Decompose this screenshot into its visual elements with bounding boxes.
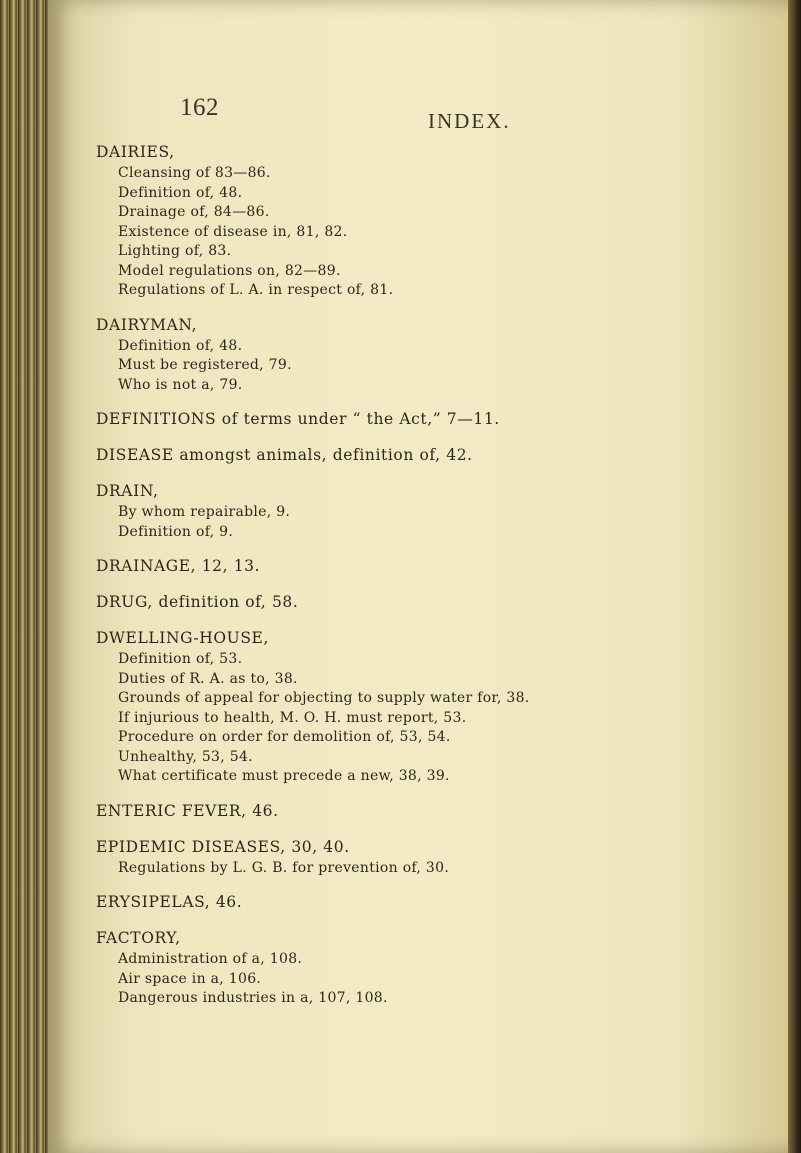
entry-subentry: Lighting of, 83. [118, 243, 232, 259]
index-entry [96, 443, 786, 467]
index-entry [96, 799, 786, 823]
entry-subentry: By whom repairable, 9. [118, 504, 291, 520]
entry-heading: DISEASE amongst animals, definition of, 42. [96, 446, 473, 464]
entry-subentry: Definition of, 48. [118, 184, 243, 201]
book-binding [0, 0, 52, 1153]
entry-subentry: Administration of a, 108. [118, 951, 303, 967]
entry-subentry: Grounds of appeal for objecting to supply water for, 38. [118, 690, 530, 706]
entry-subentry: Cleansing of 83—86. [118, 165, 271, 181]
entry-subentry: Unhealthy, 53, 54. [118, 748, 253, 765]
page-header [48, 84, 790, 144]
index-entry [96, 407, 786, 431]
entry-heading: EPIDEMIC DISEASES, 30, 40. [96, 837, 350, 856]
entry-subentry: Definition of, 9. [118, 523, 234, 540]
running-head: INDEX. [428, 109, 511, 133]
entry-subentry: Definition of, 53. [118, 651, 243, 667]
index-entry [96, 313, 786, 396]
index-entry [96, 926, 786, 1009]
entry-subentry: Duties of R. A. as to, 38. [118, 670, 298, 687]
entry-heading: ENTERIC FEVER, 46. [96, 801, 279, 820]
index-entry [96, 479, 786, 542]
index-entry [96, 590, 786, 614]
index-entry [96, 626, 786, 787]
entry-heading: DEFINITIONS of terms under “ the Act,” 7—11. [96, 410, 500, 428]
entry-subentry: Model regulations on, 82—89. [118, 262, 341, 279]
entry-subentry: Definition of, 48. [118, 337, 243, 354]
entry-subentry: What certificate must precede a new, 38, 39. [118, 768, 450, 784]
index-entry [96, 835, 786, 879]
entry-subentry: Regulations of L. A. in respect of, 81. [118, 282, 394, 298]
entry-subentry: Who is not a, 79. [118, 376, 243, 393]
entry-subentry: Procedure on order for demolition of, 53, 54. [118, 729, 451, 745]
entry-heading: ERYSIPELAS, 46. [96, 893, 243, 911]
entry-subentry: Must be registered, 79. [118, 357, 292, 373]
entry-subentry: Existence of disease in, 81, 82. [118, 223, 348, 240]
entry-heading: DAIRYMAN, [96, 315, 198, 334]
index-entry [96, 140, 786, 301]
entry-subentry: Dangerous industries in a, 107, 108. [118, 990, 388, 1006]
entry-heading: FACTORY, [96, 929, 181, 947]
entry-subentry: Regulations by L. G. B. for prevention of, 30. [118, 859, 450, 876]
index-entry [96, 554, 786, 578]
index-list [96, 140, 786, 1021]
entry-subentry: Air space in a, 106. [118, 970, 262, 987]
entry-heading: DAIRIES, [96, 143, 175, 161]
entry-heading: DRAIN, [96, 482, 159, 500]
page-number: 162 [180, 94, 219, 121]
entry-subentry: Drainage of, 84—86. [118, 204, 270, 220]
index-entry [96, 890, 786, 914]
entry-heading: DWELLING-HOUSE, [96, 629, 269, 647]
entry-heading: DRAINAGE, 12, 13. [96, 557, 261, 575]
page-edge [788, 0, 801, 1153]
book-page [48, 0, 790, 1153]
entry-subentry: If injurious to health, M. O. H. must report, 53. [118, 709, 467, 726]
entry-heading: DRUG, definition of, 58. [96, 593, 299, 611]
